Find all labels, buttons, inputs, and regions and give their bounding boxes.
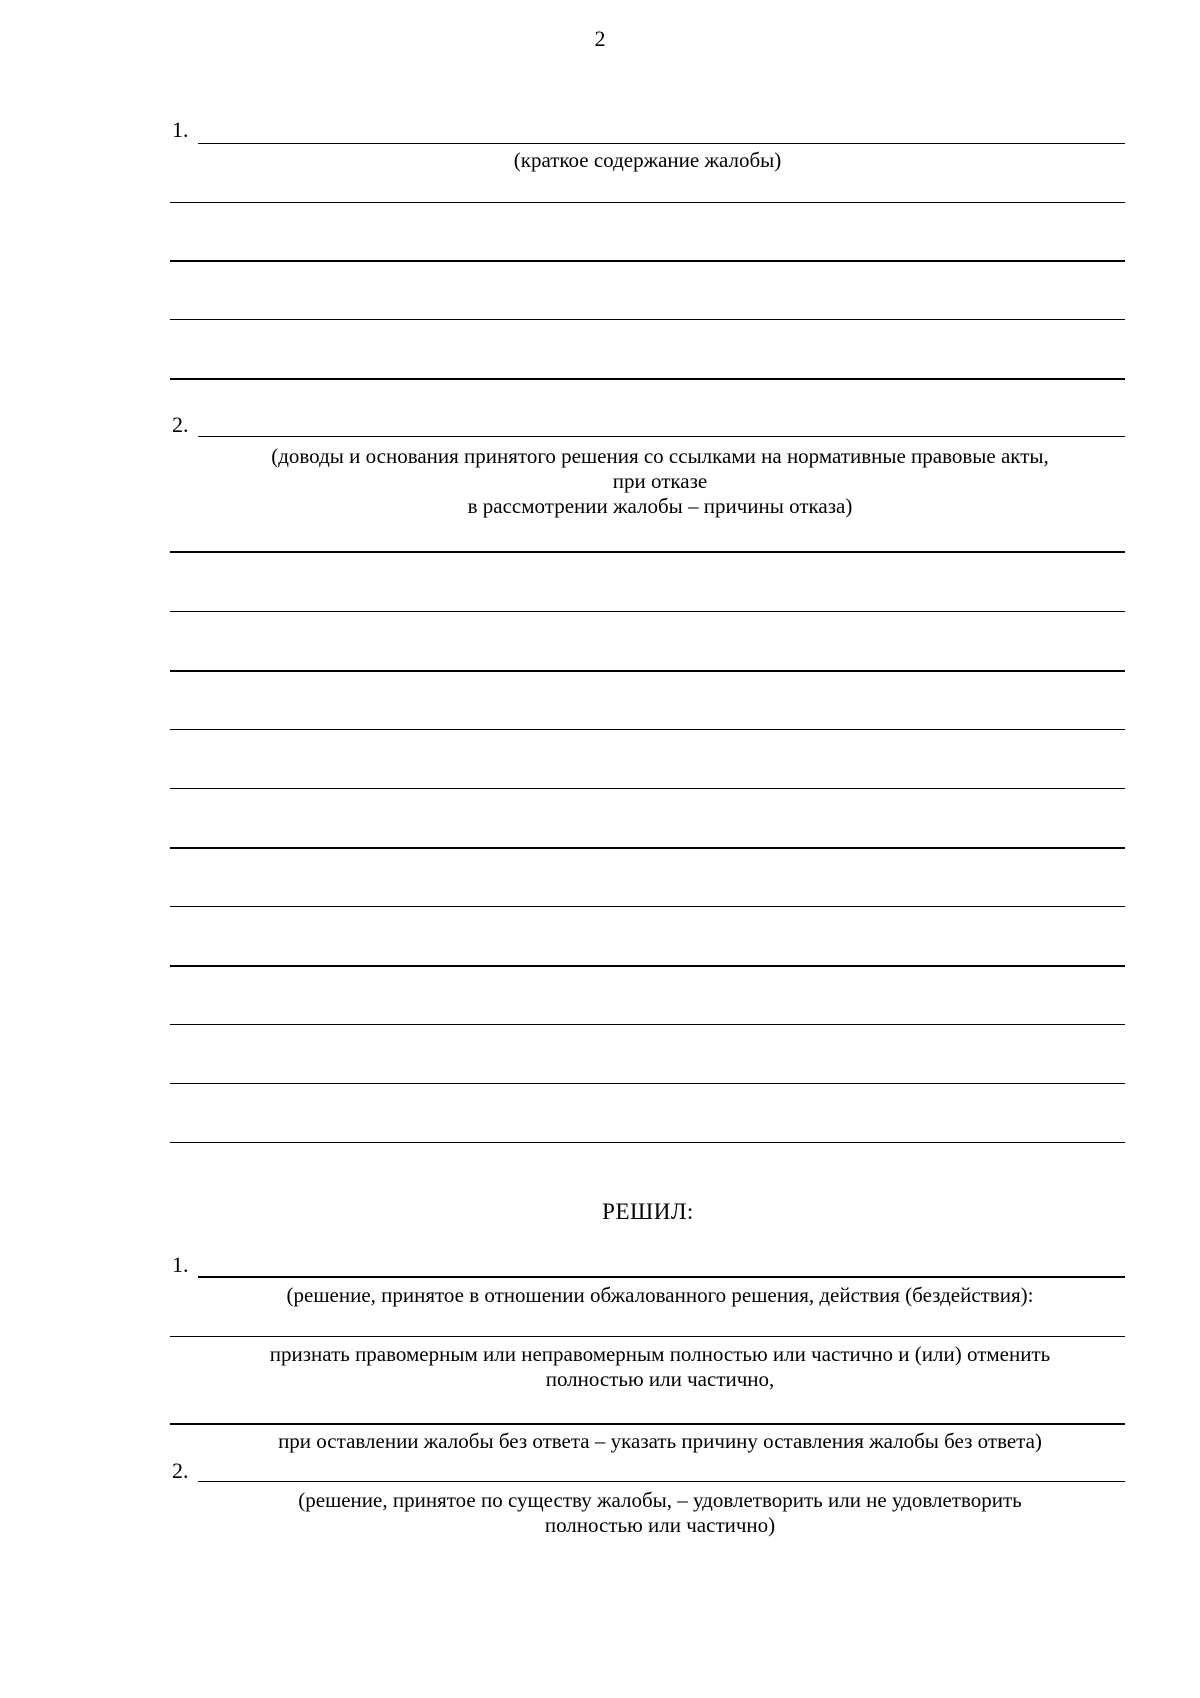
section-1-fill-line[interactable] xyxy=(198,143,1125,144)
decision-1-fill-line[interactable] xyxy=(198,1276,1125,1278)
section-2-blank-line[interactable] xyxy=(170,1142,1125,1143)
decision-1-caption-a: (решение, принятое в отношении обжалованного решения, действия (бездействия): xyxy=(286,1283,1034,1307)
decision-1-caption-b-line: полностью или частично, xyxy=(545,1367,775,1391)
decision-2-caption-line: полностью или частично) xyxy=(544,1513,776,1537)
decision-1-caption-c: при оставлении жалобы без ответа – указать причину оставления жалобы без ответа) xyxy=(278,1429,1042,1453)
section-2-blank-line[interactable] xyxy=(170,729,1125,730)
section-2-blank-line[interactable] xyxy=(170,788,1125,789)
decision-1-number: 1. xyxy=(172,1252,189,1277)
decision-heading: РЕШИЛ: xyxy=(602,1199,694,1224)
section-2-blank-line[interactable] xyxy=(170,847,1125,849)
section-2-caption xyxy=(170,444,1150,519)
section-2-number: 2. xyxy=(172,412,189,437)
section-1-caption: (краткое содержание жалобы) xyxy=(513,148,782,172)
section-1-blank-line[interactable] xyxy=(170,202,1125,203)
section-2-blank-line[interactable] xyxy=(170,611,1125,612)
decision-1-caption-b xyxy=(170,1342,1150,1392)
section-1-blank-line[interactable] xyxy=(170,378,1125,380)
section-2-blank-line[interactable] xyxy=(170,551,1125,553)
decision-2-caption-line: (решение, принятое по существу жалобы, – удовлетворить или не удовлетворить xyxy=(298,1488,1022,1512)
section-2-blank-line[interactable] xyxy=(170,670,1125,672)
decision-2-fill-line[interactable] xyxy=(198,1481,1125,1482)
decision-2-number: 2. xyxy=(172,1458,189,1483)
section-2-caption-line: (доводы и основания принятого решения со ссылками на нормативные правовые акты, xyxy=(271,444,1049,468)
section-2-blank-line[interactable] xyxy=(170,906,1125,907)
page-number: 2 xyxy=(594,26,606,51)
decision-2-caption xyxy=(170,1488,1150,1538)
section-2-fill-line[interactable] xyxy=(198,436,1125,437)
section-1-blank-line[interactable] xyxy=(170,260,1125,262)
decision-1-caption-b-line: признать правомерным или неправомерным полностью или частично и (или) отменить xyxy=(269,1342,1051,1366)
section-2-blank-line[interactable] xyxy=(170,1024,1125,1025)
section-2-caption-line: при отказе xyxy=(612,469,708,493)
section-2-caption-line: в рассмотрении жалобы – причины отказа) xyxy=(467,494,853,518)
decision-1-blank-line[interactable] xyxy=(170,1336,1125,1337)
section-1-blank-line[interactable] xyxy=(170,319,1125,320)
section-1-number: 1. xyxy=(172,117,189,142)
section-2-blank-line[interactable] xyxy=(170,1083,1125,1084)
decision-1-blank-line[interactable] xyxy=(170,1423,1125,1425)
section-2-blank-line[interactable] xyxy=(170,965,1125,967)
